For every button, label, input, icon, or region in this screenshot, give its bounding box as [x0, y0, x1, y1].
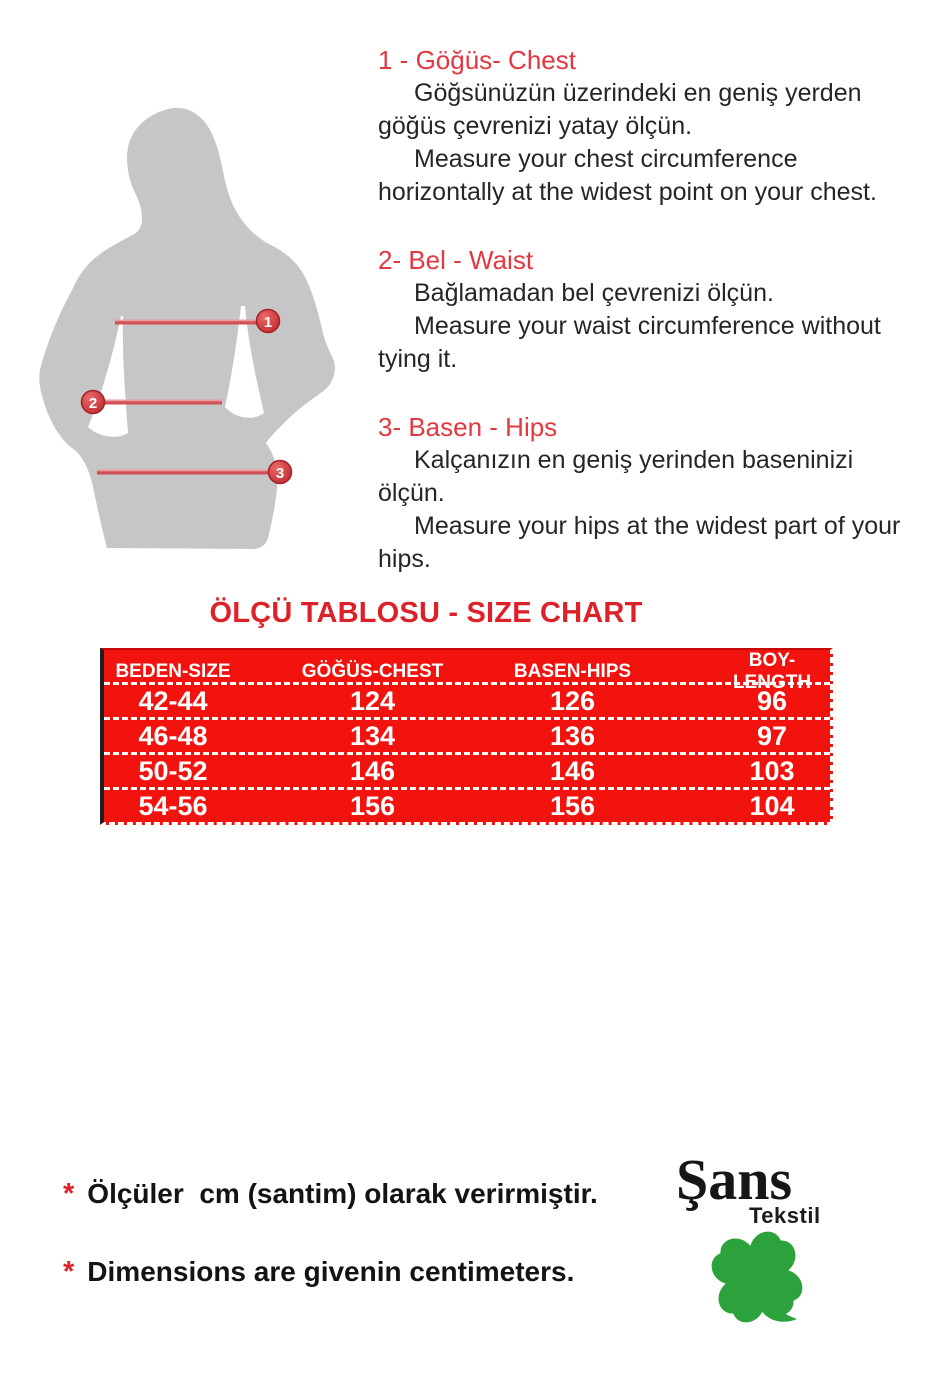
size-chart-table — [100, 648, 833, 825]
hips-line-highlight — [97, 470, 270, 472]
table-cell: 134 — [349, 720, 396, 751]
table-cell: 146 — [349, 755, 396, 786]
table-cell: 54-56 — [138, 790, 208, 821]
table-cell: 156 — [549, 790, 596, 821]
table-cell: 46-48 — [138, 720, 208, 751]
section-text-en: Measure your waist circumference without tying it. — [378, 312, 881, 373]
asterisk-icon: * — [63, 1178, 75, 1210]
section-text-tr: Bağlamadan bel çevrenizi ölçün. — [414, 279, 774, 307]
hips-marker-number: 3 — [275, 465, 285, 482]
table-cell: 156 — [349, 790, 396, 821]
brand-name: Şans — [676, 1147, 793, 1212]
table-cell: 96 — [756, 685, 788, 716]
table-row — [104, 752, 830, 787]
table-row — [104, 787, 830, 822]
table-header-row — [104, 650, 830, 693]
size-chart-title: ÖLÇÜ TABLOSU - SIZE CHART — [209, 597, 643, 629]
table-row — [104, 682, 830, 717]
note-text: Ölçüler cm (santim) olarak verirmiştir. — [87, 1178, 598, 1209]
section-text-tr: Göğsünüzün üzerindeki en geniş yerden göğüs çevrenizi yatay ölçün. — [378, 79, 862, 140]
table-cell: 126 — [549, 685, 596, 716]
section-text-tr: Kalçanızın en geniş yerinden baseninizi ölçün. — [378, 446, 854, 507]
table-cell: 124 — [349, 685, 396, 716]
table-cell: 104 — [749, 790, 795, 821]
instruction-section-hips — [378, 411, 908, 576]
table-cell: 97 — [756, 720, 788, 751]
table-cell: 50-52 — [138, 755, 208, 786]
table-cell: 42-44 — [138, 685, 208, 716]
clover-icon — [705, 1227, 809, 1333]
column-header-chest: GÖĞÜS-CHEST — [301, 661, 444, 682]
chest-line-highlight — [115, 320, 259, 322]
section-heading-chest: 1 - Göğüs- Chest — [378, 45, 576, 75]
instruction-section-chest — [378, 44, 908, 209]
section-heading-waist: 2- Bel - Waist — [378, 245, 534, 275]
table-cell: 136 — [549, 720, 596, 751]
measurement-instructions — [378, 44, 908, 576]
section-text-en: Measure your hips at the widest part of your hips. — [378, 512, 901, 573]
section-text-en: Measure your chest circumference horizontally at the widest point on your chest. — [378, 145, 877, 206]
brand-subtitle: Tekstil — [749, 1203, 821, 1228]
column-header-size: BEDEN-SIZE — [115, 661, 231, 682]
note-cm-en — [63, 1256, 574, 1289]
note-cm-tr — [63, 1178, 598, 1211]
note-text: Dimensions are givenin centimeters. — [87, 1256, 575, 1287]
column-header-length: BOY-LENGTH — [732, 650, 812, 693]
table-cell: 146 — [549, 755, 596, 786]
table-row — [104, 717, 830, 752]
table-cell: 103 — [749, 755, 795, 786]
female-silhouette — [39, 108, 335, 549]
waist-line-highlight — [102, 400, 222, 402]
waist-marker-number: 2 — [88, 395, 98, 412]
chest-marker-number: 1 — [263, 314, 273, 331]
measurement-figure — [25, 100, 365, 570]
instruction-section-waist — [378, 244, 908, 376]
section-heading-hips: 3- Basen - Hips — [378, 412, 558, 442]
column-header-hips: BASEN-HIPS — [513, 661, 632, 682]
asterisk-icon: * — [63, 1256, 75, 1288]
